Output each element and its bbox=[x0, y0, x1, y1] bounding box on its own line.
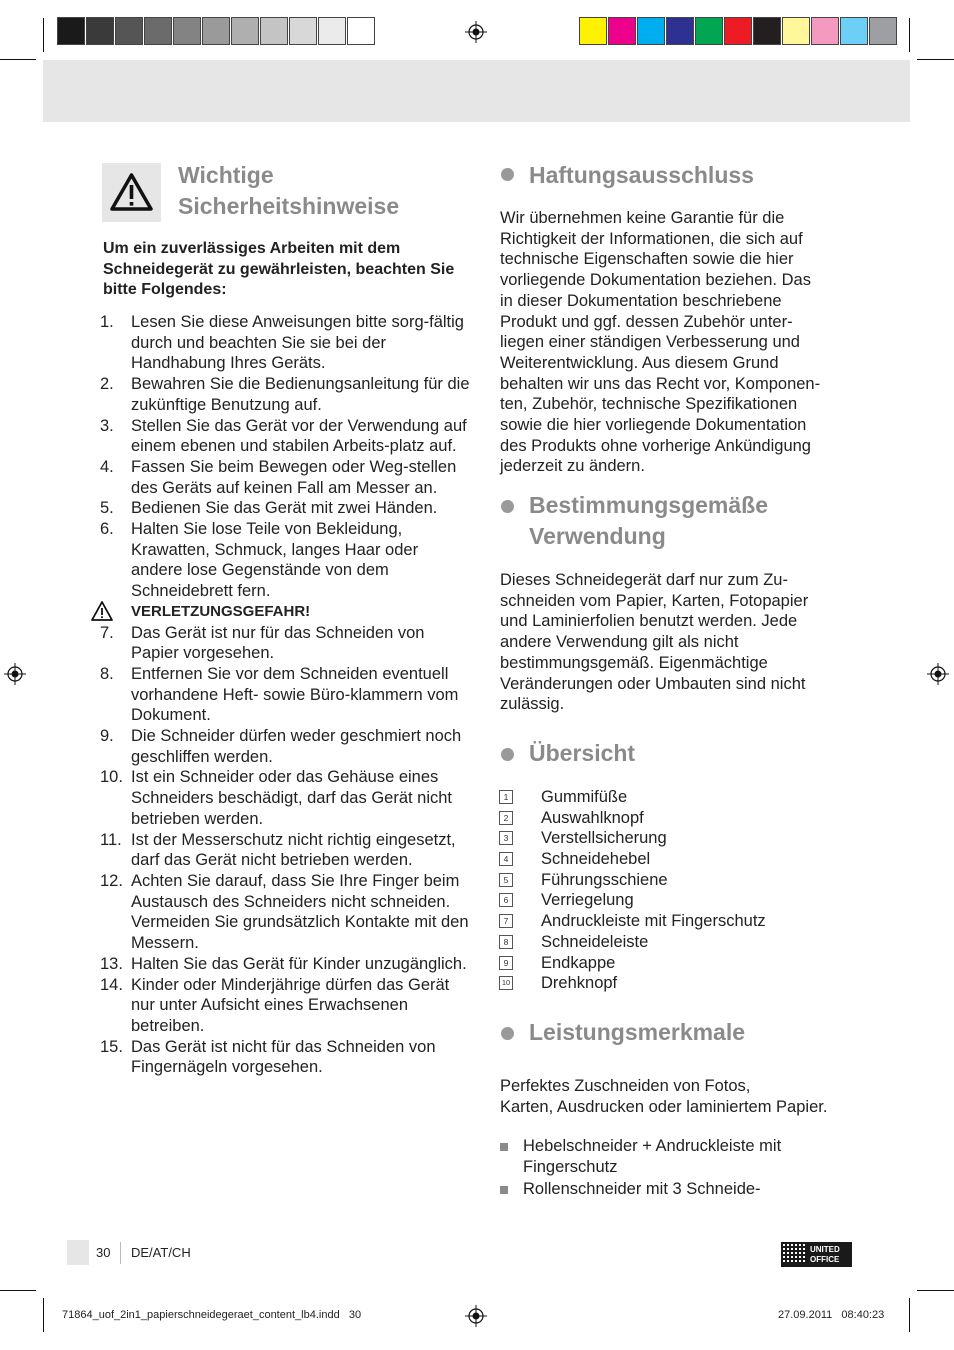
intended-use-title-line2: Verwendung bbox=[529, 523, 666, 549]
step-text: Die Schneider dürfen weder geschmiert noch geschliffen werden. bbox=[131, 727, 462, 766]
step-text: Achten Sie darauf, dass Sie Ihre Finger beim Austausch des Schneiders nicht schneiden. Vermeiden Sie grundsätzlich Kontakte mit den Messern. bbox=[131, 871, 469, 953]
crop-mark bbox=[43, 1298, 44, 1332]
intended-use-text bbox=[500, 570, 870, 715]
color-swatch bbox=[579, 17, 607, 45]
liability-text bbox=[500, 208, 870, 477]
list-item bbox=[100, 623, 470, 664]
item-number-box: 7 bbox=[499, 914, 513, 928]
step-number: 12. bbox=[100, 871, 123, 890]
color-swatch bbox=[840, 17, 868, 45]
list-item bbox=[100, 1037, 470, 1078]
color-swatch bbox=[115, 17, 143, 45]
step-text: Halten Sie das Gerät für Kinder unzugänglich. bbox=[131, 954, 467, 973]
step-text: Fassen Sie beim Bewegen oder Weg-stellen des Geräts auf keinen Fall am Messer an. bbox=[131, 457, 457, 497]
color-swatch bbox=[608, 17, 636, 45]
list-item bbox=[100, 830, 470, 871]
step-text: Lesen Sie diese Anweisungen bitte sorg-fältig durch und beachten Sie sie bei der Handhabung Ihres Geräts. bbox=[131, 313, 464, 373]
features-list bbox=[499, 1136, 859, 1202]
item-label: Verstellsicherung bbox=[541, 829, 667, 848]
square-bullet-icon bbox=[500, 1186, 508, 1194]
color-swatch bbox=[753, 17, 781, 45]
page-tab bbox=[67, 1240, 89, 1265]
step-number: 15. bbox=[100, 1037, 123, 1056]
footer-divider bbox=[120, 1242, 121, 1264]
heading-bullet-icon bbox=[501, 500, 514, 513]
text-line: technische Eigenschaften sowie die hier bbox=[500, 250, 794, 269]
item-number-box: 9 bbox=[499, 956, 513, 970]
item-label: Andruckleiste mit Fingerschutz bbox=[541, 912, 766, 931]
heading-bullet-icon bbox=[501, 168, 514, 181]
list-item bbox=[100, 374, 470, 415]
text-line: Produkt und ggf. dessen Zubehör unter- bbox=[500, 312, 793, 331]
step-number: 9. bbox=[100, 727, 114, 746]
step-text: Bewahren Sie die Bedienungsanleitung für die zukünftige Benutzung auf. bbox=[131, 375, 470, 414]
step-number: 13. bbox=[100, 954, 123, 973]
list-item bbox=[499, 890, 766, 911]
overview-list bbox=[499, 787, 766, 994]
step-text: Ist ein Schneider oder das Gehäuse eines Schneiders beschädigt, darf das Gerät nicht betrieben werden. bbox=[131, 768, 453, 828]
safety-steps bbox=[100, 312, 470, 1078]
list-item bbox=[100, 664, 470, 726]
list-item bbox=[499, 953, 766, 974]
list-item bbox=[100, 726, 470, 767]
step-number: 3. bbox=[100, 416, 114, 435]
text-line: vorliegende Dokumentation beziehen. Das bbox=[500, 271, 811, 290]
registration-mark-icon bbox=[927, 663, 949, 685]
crop-mark bbox=[917, 1290, 954, 1291]
list-item bbox=[100, 312, 470, 374]
feature-text: Hebelschneider + Andruckleiste mit Fingerschutz bbox=[523, 1137, 782, 1176]
text-line: in dieser Dokumentation beschriebene bbox=[500, 291, 782, 310]
list-item bbox=[100, 498, 470, 519]
region-label: DE/AT/CH bbox=[131, 1245, 191, 1260]
step-number: 5. bbox=[100, 499, 114, 518]
heading-bullet-icon bbox=[501, 1027, 514, 1040]
heading-bullet-icon bbox=[501, 748, 514, 761]
step-number: 6. bbox=[100, 520, 114, 539]
text-line: Richtigkeit der Informationen, die sich auf bbox=[500, 229, 803, 248]
list-item bbox=[499, 911, 766, 932]
header-band bbox=[43, 60, 910, 122]
features-title: Leistungsmerkmale bbox=[529, 1019, 746, 1045]
list-item bbox=[499, 1136, 859, 1177]
list-item bbox=[100, 954, 470, 975]
square-bullet-icon bbox=[500, 1143, 508, 1151]
step-number: 7. bbox=[100, 623, 114, 642]
file-slug: 71864_uof_2in1_papierschneidegeraet_content_lb4.indd 30 bbox=[62, 1309, 362, 1321]
color-swatch bbox=[86, 17, 114, 45]
list-item bbox=[499, 1179, 859, 1200]
item-number-box: 2 bbox=[499, 811, 513, 825]
item-number-box: 3 bbox=[499, 831, 513, 845]
color-swatch bbox=[57, 17, 85, 45]
united-office-logo bbox=[781, 1242, 852, 1267]
text-line: bestimmungsgemäß. Eigenmächtige bbox=[500, 653, 768, 672]
crop-mark bbox=[43, 18, 44, 52]
text-line: behalten wir uns das Recht vor, Komponen- bbox=[500, 374, 821, 393]
text-line: liegen einer ständigen Verbesserung und bbox=[500, 333, 800, 352]
date-slug: 27.09.2011 08:40:23 bbox=[778, 1309, 885, 1321]
list-item bbox=[499, 787, 766, 808]
overview-title: Übersicht bbox=[529, 740, 636, 766]
step-number: 4. bbox=[100, 457, 114, 476]
step-text: Das Gerät ist nur für das Schneiden von Papier vorgesehen. bbox=[131, 623, 425, 663]
crop-mark bbox=[0, 59, 36, 60]
step-number: 8. bbox=[100, 664, 114, 683]
color-swatch bbox=[724, 17, 752, 45]
injury-warning bbox=[100, 602, 470, 623]
step-text: Bedienen Sie das Gerät mit zwei Händen. bbox=[131, 499, 438, 518]
item-label: Schneidehebel bbox=[541, 850, 651, 869]
item-label: Schneideleiste bbox=[541, 932, 649, 951]
list-item bbox=[100, 416, 470, 457]
text-line: jederzeit zu ändern. bbox=[500, 457, 645, 476]
text-line: sowie die hier vorliegende Dokumentation bbox=[500, 416, 807, 435]
list-item bbox=[100, 975, 470, 1037]
safety-title-line2: Sicherheitshinweise bbox=[178, 193, 400, 219]
list-item bbox=[499, 973, 766, 994]
color-swatch bbox=[695, 17, 723, 45]
item-label: Endkappe bbox=[541, 953, 616, 972]
item-number-box: 1 bbox=[499, 790, 513, 804]
list-item bbox=[499, 870, 766, 891]
list-item bbox=[499, 932, 766, 953]
list-item bbox=[100, 871, 470, 954]
crop-mark bbox=[0, 1290, 36, 1291]
crop-mark bbox=[909, 1298, 910, 1332]
page-number: 30 bbox=[96, 1245, 111, 1260]
text-line: zulässig. bbox=[500, 695, 565, 714]
text-line: andere Verwendung gilt als nicht bbox=[500, 633, 739, 652]
list-item bbox=[100, 457, 470, 498]
step-text: Das Gerät ist nicht für das Schneiden von Fingernägeln vorgesehen. bbox=[131, 1037, 436, 1077]
color-swatch bbox=[869, 17, 897, 45]
text-line: Veränderungen oder Umbauten sind nicht bbox=[500, 674, 806, 693]
text-line: Wir übernehmen keine Garantie für die bbox=[500, 209, 785, 227]
text-line: des Produkts ohne vorherige Ankündigung bbox=[500, 436, 811, 455]
color-swatch bbox=[202, 17, 230, 45]
logo-text-line1: UNITED bbox=[810, 1245, 840, 1254]
color-swatch bbox=[666, 17, 694, 45]
intended-use-title-line1: Bestimmungsgemäße bbox=[529, 492, 769, 518]
item-label: Auswahlknopf bbox=[541, 808, 644, 827]
step-text: Kinder oder Minderjährige dürfen das Gerät nur unter Aufsicht eines Erwachsenen betreiben. bbox=[131, 975, 450, 1035]
list-item bbox=[499, 808, 766, 829]
color-swatch bbox=[144, 17, 172, 45]
item-number-box: 10 bbox=[499, 976, 513, 990]
item-label: Führungsschiene bbox=[541, 870, 668, 889]
safety-title-line1: Wichtige bbox=[178, 162, 274, 188]
crop-mark bbox=[909, 18, 910, 52]
safety-title bbox=[178, 160, 468, 222]
text-line: und Laminierfolien benutzt werden. Jede bbox=[500, 612, 798, 631]
warning-triangle-icon bbox=[102, 163, 161, 222]
liability-title: Haftungsausschluss bbox=[529, 162, 754, 188]
registration-mark-icon bbox=[4, 663, 26, 685]
item-number-box: 5 bbox=[499, 873, 513, 887]
injury-warning-text: VERLETZUNGSGEFAHR! bbox=[131, 602, 311, 620]
text-line: Weiterentwicklung. Aus diesem Grund bbox=[500, 353, 779, 372]
step-text: Ist der Messerschutz nicht richtig eingesetzt, darf das Gerät nicht betrieben werden. bbox=[131, 830, 456, 870]
text-line: schneiden vom Papier, Karten, Fotopapier bbox=[500, 591, 809, 610]
color-swatch bbox=[347, 17, 375, 45]
color-swatch bbox=[811, 17, 839, 45]
intended-use-title bbox=[529, 490, 859, 552]
step-number: 2. bbox=[100, 375, 114, 394]
step-number: 11. bbox=[100, 830, 122, 849]
step-text: Halten Sie lose Teile von Bekleidung, Krawatten, Schmuck, langes Haar oder andere lose Gegenstände von dem Schneidebrett fern. bbox=[131, 520, 419, 601]
color-swatch bbox=[637, 17, 665, 45]
text-line: Dieses Schneidegerät darf nur zum Zu- bbox=[500, 571, 788, 589]
color-swatch bbox=[231, 17, 259, 45]
step-number: 1. bbox=[100, 313, 114, 331]
color-swatch bbox=[318, 17, 346, 45]
crop-mark bbox=[917, 59, 954, 60]
text-line: Karten, Ausdrucken oder laminiertem Papier. bbox=[500, 1097, 828, 1116]
registration-mark-icon bbox=[465, 1305, 487, 1327]
item-number-box: 6 bbox=[499, 893, 513, 907]
item-number-box: 4 bbox=[499, 852, 513, 866]
step-text: Entfernen Sie vor dem Schneiden eventuell vorhandene Heft- sowie Büro-klammern vom Dokument. bbox=[131, 664, 459, 725]
color-swatch bbox=[260, 17, 288, 45]
list-item bbox=[100, 767, 470, 829]
step-number: 14. bbox=[100, 975, 123, 994]
step-number: 10. bbox=[100, 768, 123, 787]
registration-mark-icon bbox=[465, 21, 487, 43]
safety-intro: Um ein zuverlässiges Arbeiten mit dem Schneidegerät zu gewährleisten, beachten Sie bitte Folgendes: bbox=[103, 240, 455, 298]
item-label: Drehknopf bbox=[541, 974, 618, 993]
step-text: Stellen Sie das Gerät vor der Verwendung auf einem ebenen und stabilen Arbeits-platz auf. bbox=[131, 416, 467, 456]
feature-text: Rollenschneider mit 3 Schneide- bbox=[523, 1180, 761, 1199]
list-item bbox=[499, 828, 766, 849]
color-swatch bbox=[289, 17, 317, 45]
item-label: Gummifüße bbox=[541, 788, 628, 806]
text-line: Perfektes Zuschneiden von Fotos, bbox=[500, 1077, 751, 1095]
logo-grid-icon bbox=[783, 1244, 809, 1265]
logo-text-line2: OFFICE bbox=[810, 1255, 840, 1264]
warning-triangle-icon bbox=[90, 600, 114, 622]
color-swatch bbox=[173, 17, 201, 45]
text-line: ten, Zubehör, technische Spezifikationen bbox=[500, 395, 798, 414]
item-label: Verriegelung bbox=[541, 891, 634, 910]
list-item bbox=[499, 849, 766, 870]
item-number-box: 8 bbox=[499, 935, 513, 949]
features-intro bbox=[500, 1076, 880, 1117]
color-swatch bbox=[782, 17, 810, 45]
list-item bbox=[100, 519, 470, 602]
